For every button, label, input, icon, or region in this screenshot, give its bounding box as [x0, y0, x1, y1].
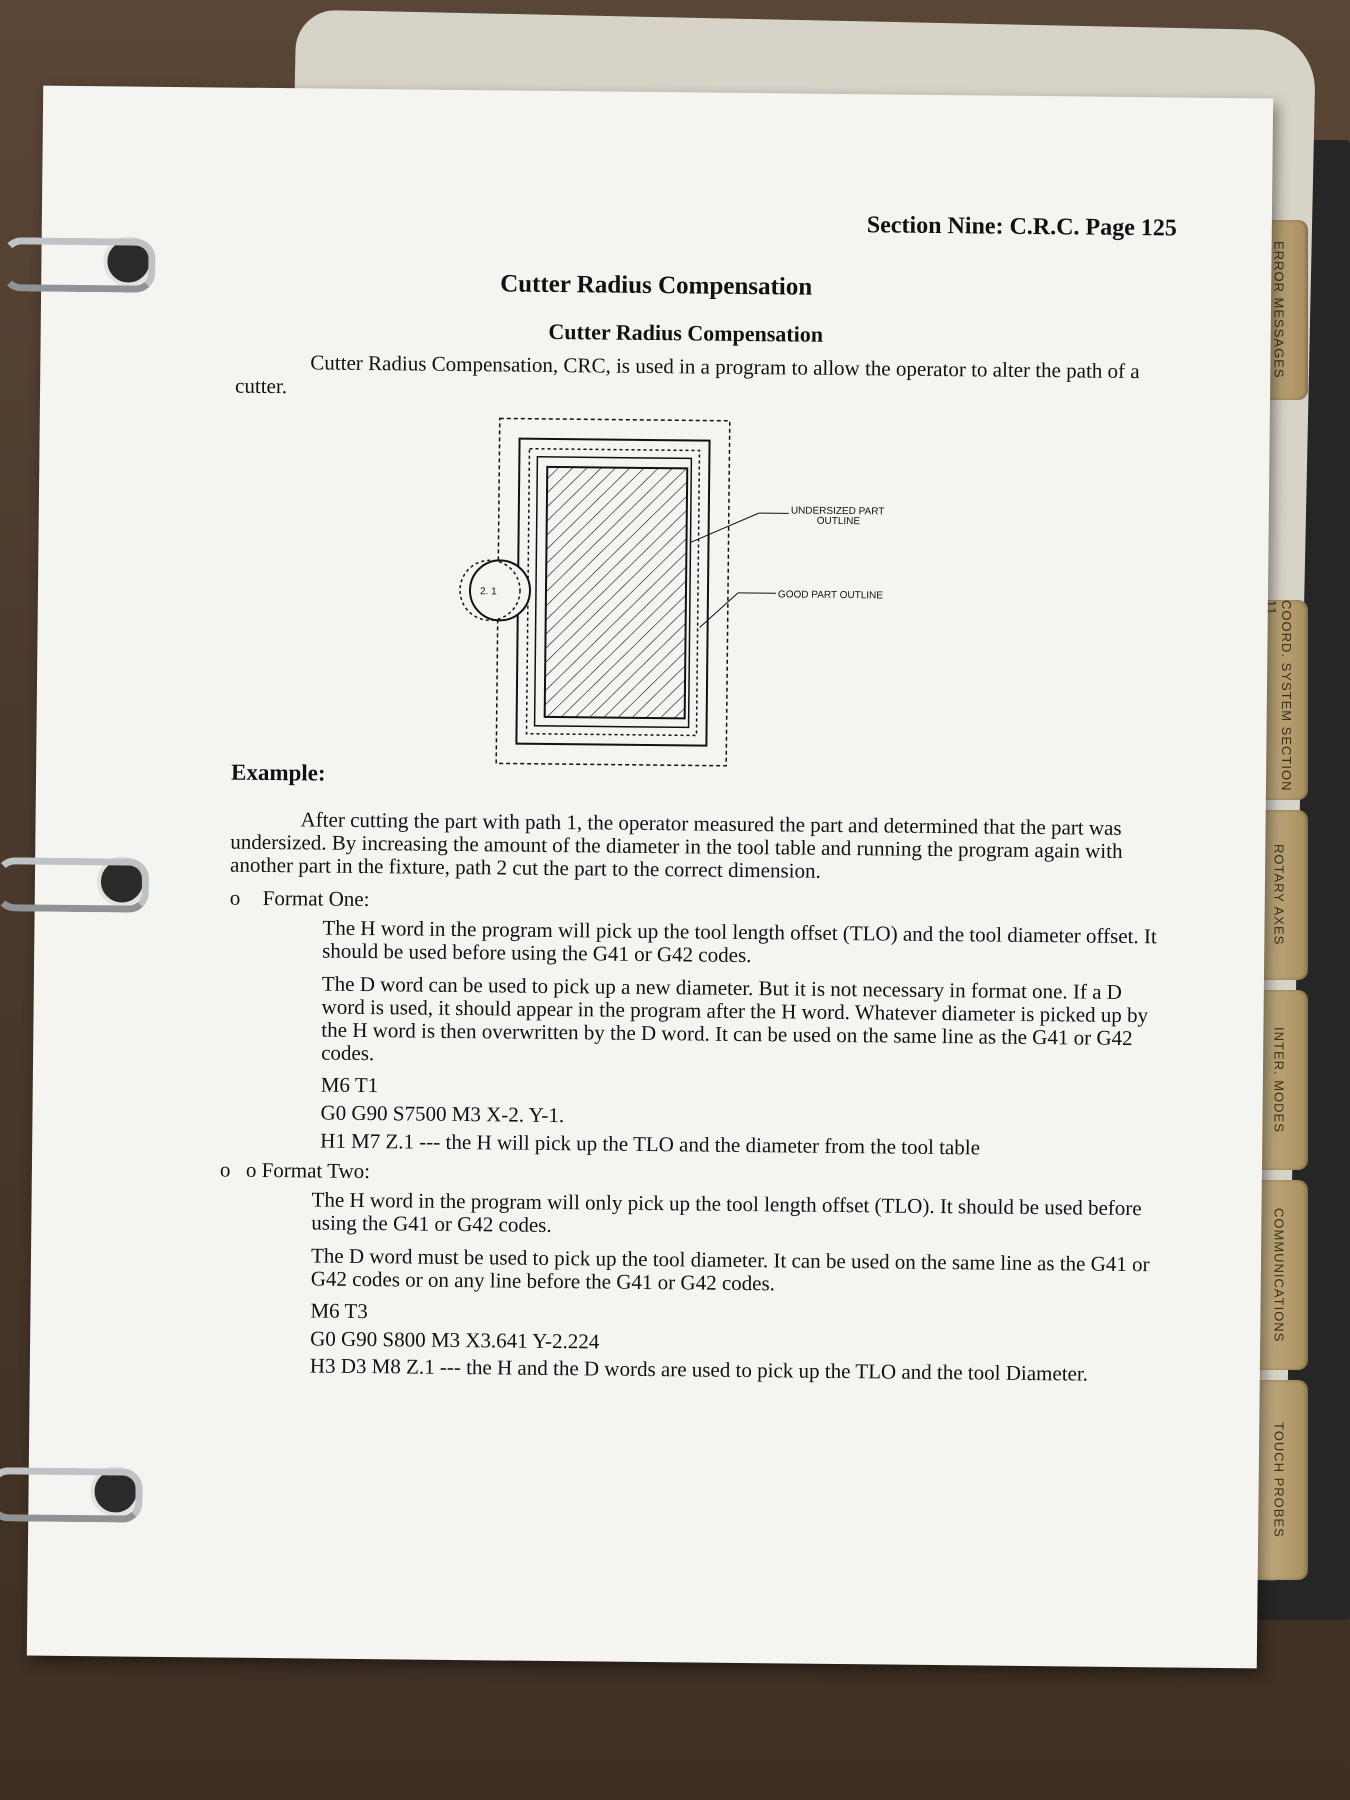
format-one-h-word: The H word in the program will pick up the tool length offset (TLO) and the tool diameter offset. It should be used before using the G41 or G42 codes.	[322, 915, 1157, 968]
format-two-code-3: H3 D3 M8 Z.1 --- the H and the D words are used to pick up the TLO and the tool Diameter.	[309, 1353, 1089, 1386]
example-paragraph: After cutting the part with path 1, the operator measured the part and determined that the part was undersized. By increasing the amount of the diameter in the tool table and running the program again with another part in the fixture, path 2 cut the part to the correct dimension.	[229, 807, 1123, 883]
leader-good	[700, 593, 738, 628]
example-heading: Example:	[230, 759, 326, 786]
tab-touch-probes[interactable]: TOUCH PROBES	[1250, 1380, 1308, 1580]
page-title: Cutter Radius Compensation	[500, 270, 813, 301]
tab-inter-modes[interactable]: INTER. MODES	[1250, 990, 1308, 1170]
tab-rotary-axes[interactable]: ROTARY AXES	[1250, 810, 1308, 980]
format-one-bullet: o	[229, 885, 241, 910]
label-undersized-line1: UNDERSIZED PART	[790, 505, 885, 518]
format-two-d-word: The D word must be used to pick up the tool diameter. It can be used on the same line as the G41 or G42 codes or on any line before the G41 or G42 codes.	[310, 1243, 1150, 1296]
cutter-circle-1	[470, 560, 531, 621]
label-good-part: GOOD PART OUTLINE	[777, 589, 884, 602]
intro-paragraph: Cutter Radius Compensation, CRC, is used in a program to allow the operator to alter the path of a cutter.	[234, 350, 1140, 399]
format-two-bullet: o	[219, 1157, 231, 1182]
format-two-label: o Format Two:	[245, 1157, 371, 1184]
format-one-label: Format One:	[262, 885, 370, 912]
page-header: Section Nine: C.R.C. Page 125	[866, 212, 1177, 242]
leader-undersized	[691, 512, 759, 543]
tab-error-messages[interactable]: ERROR MESSAGES	[1250, 220, 1308, 400]
cutter-marker: 2. 1	[479, 586, 497, 598]
format-two-code-1: M6 T3	[310, 1298, 368, 1324]
tab-coord-system[interactable]: COORD. SYSTEM SECTION 11	[1250, 600, 1308, 800]
label-undersized-line2: OUTLINE	[816, 515, 861, 528]
undersized-part-outline	[545, 467, 688, 718]
format-two-code-2: G0 G90 S800 M3 X3.641 Y-2.224	[310, 1326, 600, 1354]
format-one-code-3: H1 M7 Z.1 --- the H will pick up the TLO and the diameter from the tool table	[320, 1128, 981, 1160]
crc-diagram	[456, 410, 1020, 796]
manual-page	[27, 86, 1273, 1669]
tab-communications[interactable]: COMMUNICATIONS	[1250, 1180, 1308, 1370]
binder-ring-bottom	[0, 1467, 143, 1523]
section-subtitle: Cutter Radius Compensation	[548, 318, 824, 347]
format-one-code-1: M6 T1	[320, 1072, 379, 1098]
binder-ring-middle	[0, 857, 149, 913]
format-two-h-word: The H word in the program will only pick up the tool length offset (TLO). It should be used before using the G41 or G42 codes.	[311, 1187, 1142, 1237]
format-one-d-word: The D word can be used to pick up a new diameter. But it is not necessary in format one. If a D word is used, it should appear in the program after the H word. Whatever diameter is picked up by the H word is then overwritten by the D word. It can be used on the same line as the G41 or G42 codes.	[321, 971, 1149, 1066]
format-one-code-2: G0 G90 S7500 M3 X-2. Y-1.	[320, 1100, 565, 1128]
